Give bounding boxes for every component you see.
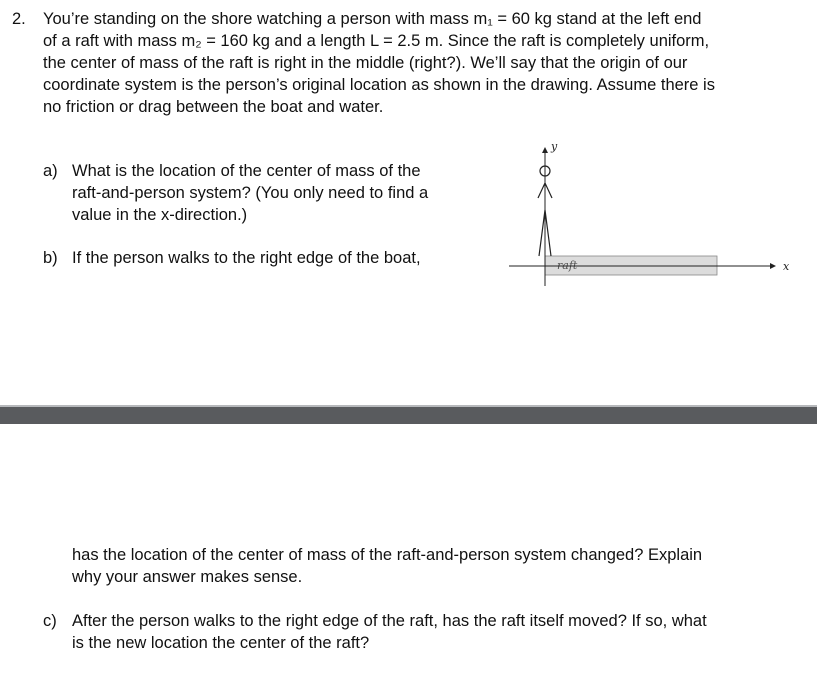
part-a-text bbox=[72, 160, 428, 226]
part-b-line: If the person walks to the right edge of the boat, bbox=[72, 249, 421, 267]
stem-line: coordinate system is the person’s original location as shown in the drawing. Assume there is bbox=[43, 76, 715, 94]
part-a-line: raft-and-person system? (You only need to find a bbox=[72, 184, 429, 202]
page-divider bbox=[0, 405, 817, 424]
x-axis-label: x bbox=[783, 260, 790, 273]
stem-line: of a raft with mass m₂ = 160 kg and a length L = 2.5 m. Since the raft is completely uniform, bbox=[43, 32, 710, 50]
part-c-label: c) bbox=[43, 612, 57, 630]
part-b-line: why your answer makes sense. bbox=[72, 568, 303, 586]
stem-line: You’re standing on the shore watching a person with mass m₁ = 60 kg stand at the left end bbox=[43, 10, 702, 28]
part-b-text-top bbox=[72, 247, 421, 269]
part-b-text-bottom bbox=[72, 544, 702, 588]
raft-diagram bbox=[505, 138, 805, 298]
question-number: 2. bbox=[12, 10, 26, 28]
stem-line: the center of mass of the raft is right in the middle (right?). We’ll say that the origin of our bbox=[43, 54, 688, 72]
stem-line: no friction or drag between the boat and water. bbox=[43, 98, 384, 116]
question-stem bbox=[43, 8, 813, 118]
part-c-line: is the new location the center of the raft? bbox=[72, 634, 370, 652]
part-c-text bbox=[72, 610, 707, 654]
y-axis-label: y bbox=[551, 140, 558, 153]
part-b-line: has the location of the center of mass of the raft-and-person system changed? Explain bbox=[72, 546, 703, 564]
part-a-line: value in the x-direction.) bbox=[72, 206, 248, 224]
part-c-line: After the person walks to the right edge of the raft, has the raft itself moved? If so, what bbox=[72, 612, 707, 630]
part-b-label: b) bbox=[43, 249, 58, 267]
raft-figure bbox=[505, 138, 805, 298]
part-a-line: What is the location of the center of mass of the bbox=[72, 162, 421, 180]
part-a-label: a) bbox=[43, 162, 58, 180]
raft-label: raft bbox=[557, 259, 578, 272]
